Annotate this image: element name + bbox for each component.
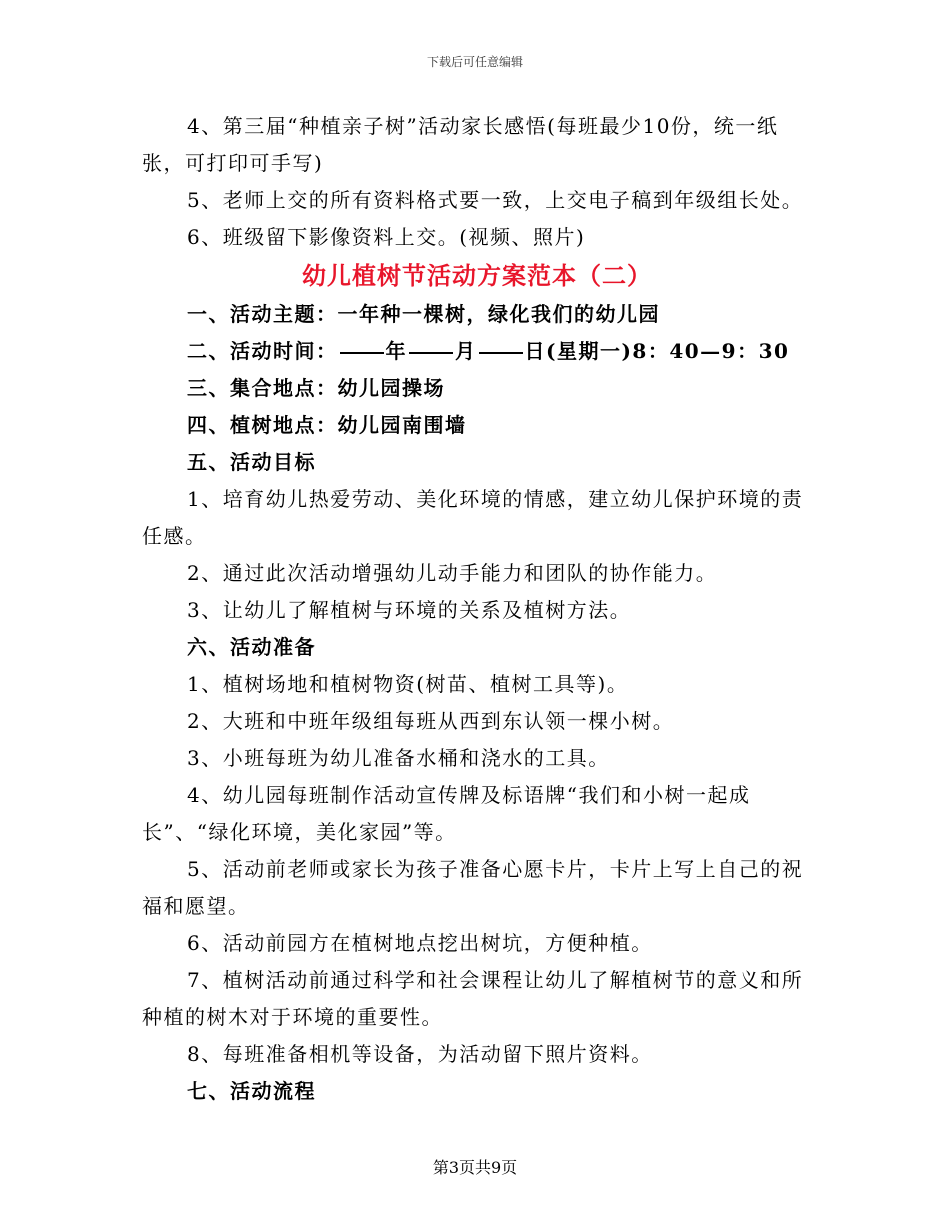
goal-item: 1、培育幼儿热爱劳动、美化环境的情感，建立幼儿保护环境的责任感。 <box>142 487 804 548</box>
heading-goals: 五、活动目标 <box>187 450 316 474</box>
goal-item: 2、通过此次活动增强幼儿动手能力和团队的协作能力。 <box>187 561 718 585</box>
paragraph: 4、第三届“种植亲子树”活动家长感悟(每班最少10份，统一纸张，可打印可手写) <box>142 114 779 175</box>
document-body <box>142 108 812 1110</box>
prep-item: 4、幼儿园每班制作活动宣传牌及标语牌“我们和小树一起成长”、“绿化环境，美化家园”等。 <box>142 783 751 844</box>
day-suffix: 日(星期一)8：40—9：30 <box>524 339 790 363</box>
month-label: 月 <box>455 339 477 363</box>
month-blank <box>409 351 453 354</box>
year-label: 年 <box>385 339 407 363</box>
heading-theme: 一、活动主题：一年种一棵树，绿化我们的幼儿园 <box>187 302 660 326</box>
header-note: 下载后可任意编辑 <box>426 55 523 69</box>
heading-gathering: 三、集合地点：幼儿园操场 <box>187 376 445 400</box>
day-blank <box>479 351 523 354</box>
prep-item: 6、活动前园方在植树地点挖出树坑，方便种植。 <box>187 931 653 955</box>
prep-item: 1、植树场地和植树物资(树苗、植树工具等)。 <box>187 672 629 696</box>
heading-process: 七、活动流程 <box>187 1079 316 1103</box>
paragraph: 5、老师上交的所有资料格式要一致，上交电子稿到年级组长处。 <box>187 188 804 212</box>
prep-item: 3、小班每班为幼儿准备水桶和浇水的工具。 <box>187 746 610 770</box>
prep-item: 7、植树活动前通过科学和社会课程让幼儿了解植树节的意义和所种植的树木对于环境的重要性。 <box>142 968 804 1029</box>
goal-item: 3、让幼儿了解植树与环境的关系及植树方法。 <box>187 598 632 622</box>
heading-location: 四、植树地点：幼儿园南围墙 <box>187 413 467 437</box>
heading-preparation: 六、活动准备 <box>187 635 316 659</box>
prep-item: 2、大班和中班年级组每班从西到东认领一棵小树。 <box>187 709 675 733</box>
time-prefix: 二、活动时间： <box>187 339 338 363</box>
section-title: 幼儿植树节活动方案范本（二） <box>302 261 652 290</box>
prep-item: 8、每班准备相机等设备，为活动留下照片资料。 <box>187 1042 653 1066</box>
heading-time <box>142 333 812 370</box>
paragraph: 6、班级留下影像资料上交。(视频、照片) <box>187 225 586 249</box>
page-footer: 第3页共9页 <box>432 1158 518 1177</box>
prep-item: 5、活动前老师或家长为孩子准备心愿卡片，卡片上写上自己的祝福和愿望。 <box>142 857 804 918</box>
year-blank <box>340 351 384 354</box>
